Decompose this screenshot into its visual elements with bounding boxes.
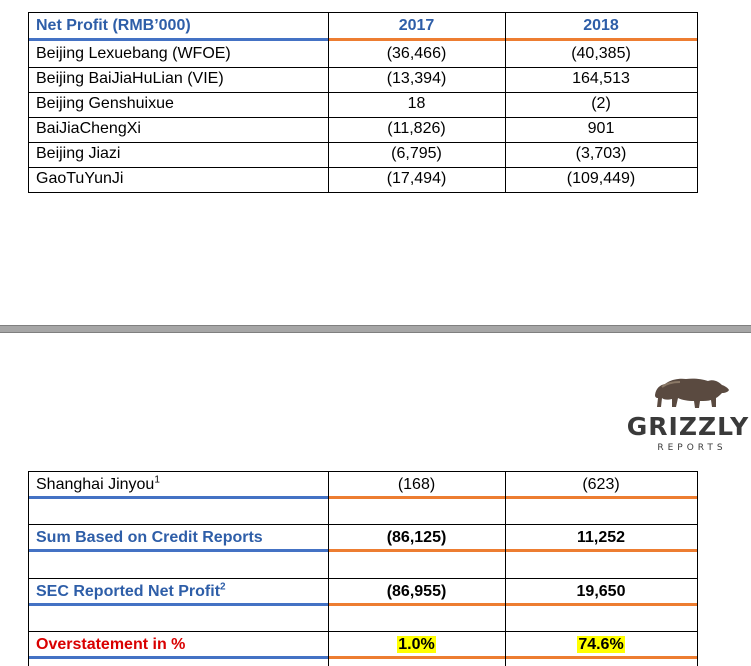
table-cell-2018: (109,449) (566, 170, 636, 187)
overstatement-label: Overstatement in % (36, 636, 186, 653)
table-cell-2017: (6,795) (391, 145, 442, 162)
table-cell-2018: 164,513 (572, 70, 630, 87)
table-row-label: Beijing Genshuixue (36, 95, 174, 112)
logo-subtitle: REPORTS (657, 443, 727, 453)
table-cell-2017: (36,466) (386, 45, 447, 62)
sec-net-profit-2018: 19,650 (576, 583, 626, 600)
footnote-marker: 2 (220, 581, 226, 593)
table-header-2017: 2017 (398, 17, 435, 34)
table-cell-2017: (17,494) (386, 170, 447, 187)
bear-icon (652, 373, 732, 413)
table-row-label: Beijing Jiazi (36, 145, 121, 162)
sum-credit-reports-2018: 11,252 (576, 529, 626, 546)
table-cell-2017: 18 (407, 95, 426, 112)
sec-net-profit-2017: (86,955) (386, 583, 447, 600)
table-cell-2017: (11,826) (387, 120, 446, 137)
table-row-label: BaiJiaChengXi (36, 120, 141, 137)
overstatement-2018: 74.6% (578, 636, 624, 653)
table-cell-2017: (13,394) (386, 70, 447, 87)
sum-credit-reports-2017: (86,125) (386, 529, 447, 546)
footnote-marker: 1 (154, 474, 160, 486)
shanghai-jinyou-label: Shanghai Jinyou$^1$ (36, 474, 160, 493)
table-cell-2018: (40,385) (571, 45, 631, 62)
logo-wordmark: GRIZZLY (626, 412, 750, 441)
table-cell-2018: (3,703) (575, 145, 627, 162)
sec-net-profit-label: SEC Reported Net Profit$^2$ (36, 581, 226, 600)
table-cell-2018: (2) (591, 95, 611, 112)
page-separator (0, 325, 751, 333)
shanghai-jinyou-2017: (168) (397, 476, 436, 493)
table-row-label: GaoTuYunJi (36, 170, 124, 187)
sum-credit-reports-label: Sum Based on Credit Reports (36, 529, 263, 546)
overstatement-2017: 1.0% (398, 636, 435, 653)
shanghai-jinyou-2018: (623) (582, 476, 620, 493)
table-row-label: Beijing Lexuebang (WFOE) (36, 45, 231, 62)
table-row-label: Beijing BaiJiaHuLian (VIE) (36, 70, 224, 87)
table-header-2018: 2018 (583, 17, 619, 34)
table-header-label: Net Profit (RMB’000) (36, 17, 191, 34)
table-cell-2018: 901 (587, 120, 615, 137)
